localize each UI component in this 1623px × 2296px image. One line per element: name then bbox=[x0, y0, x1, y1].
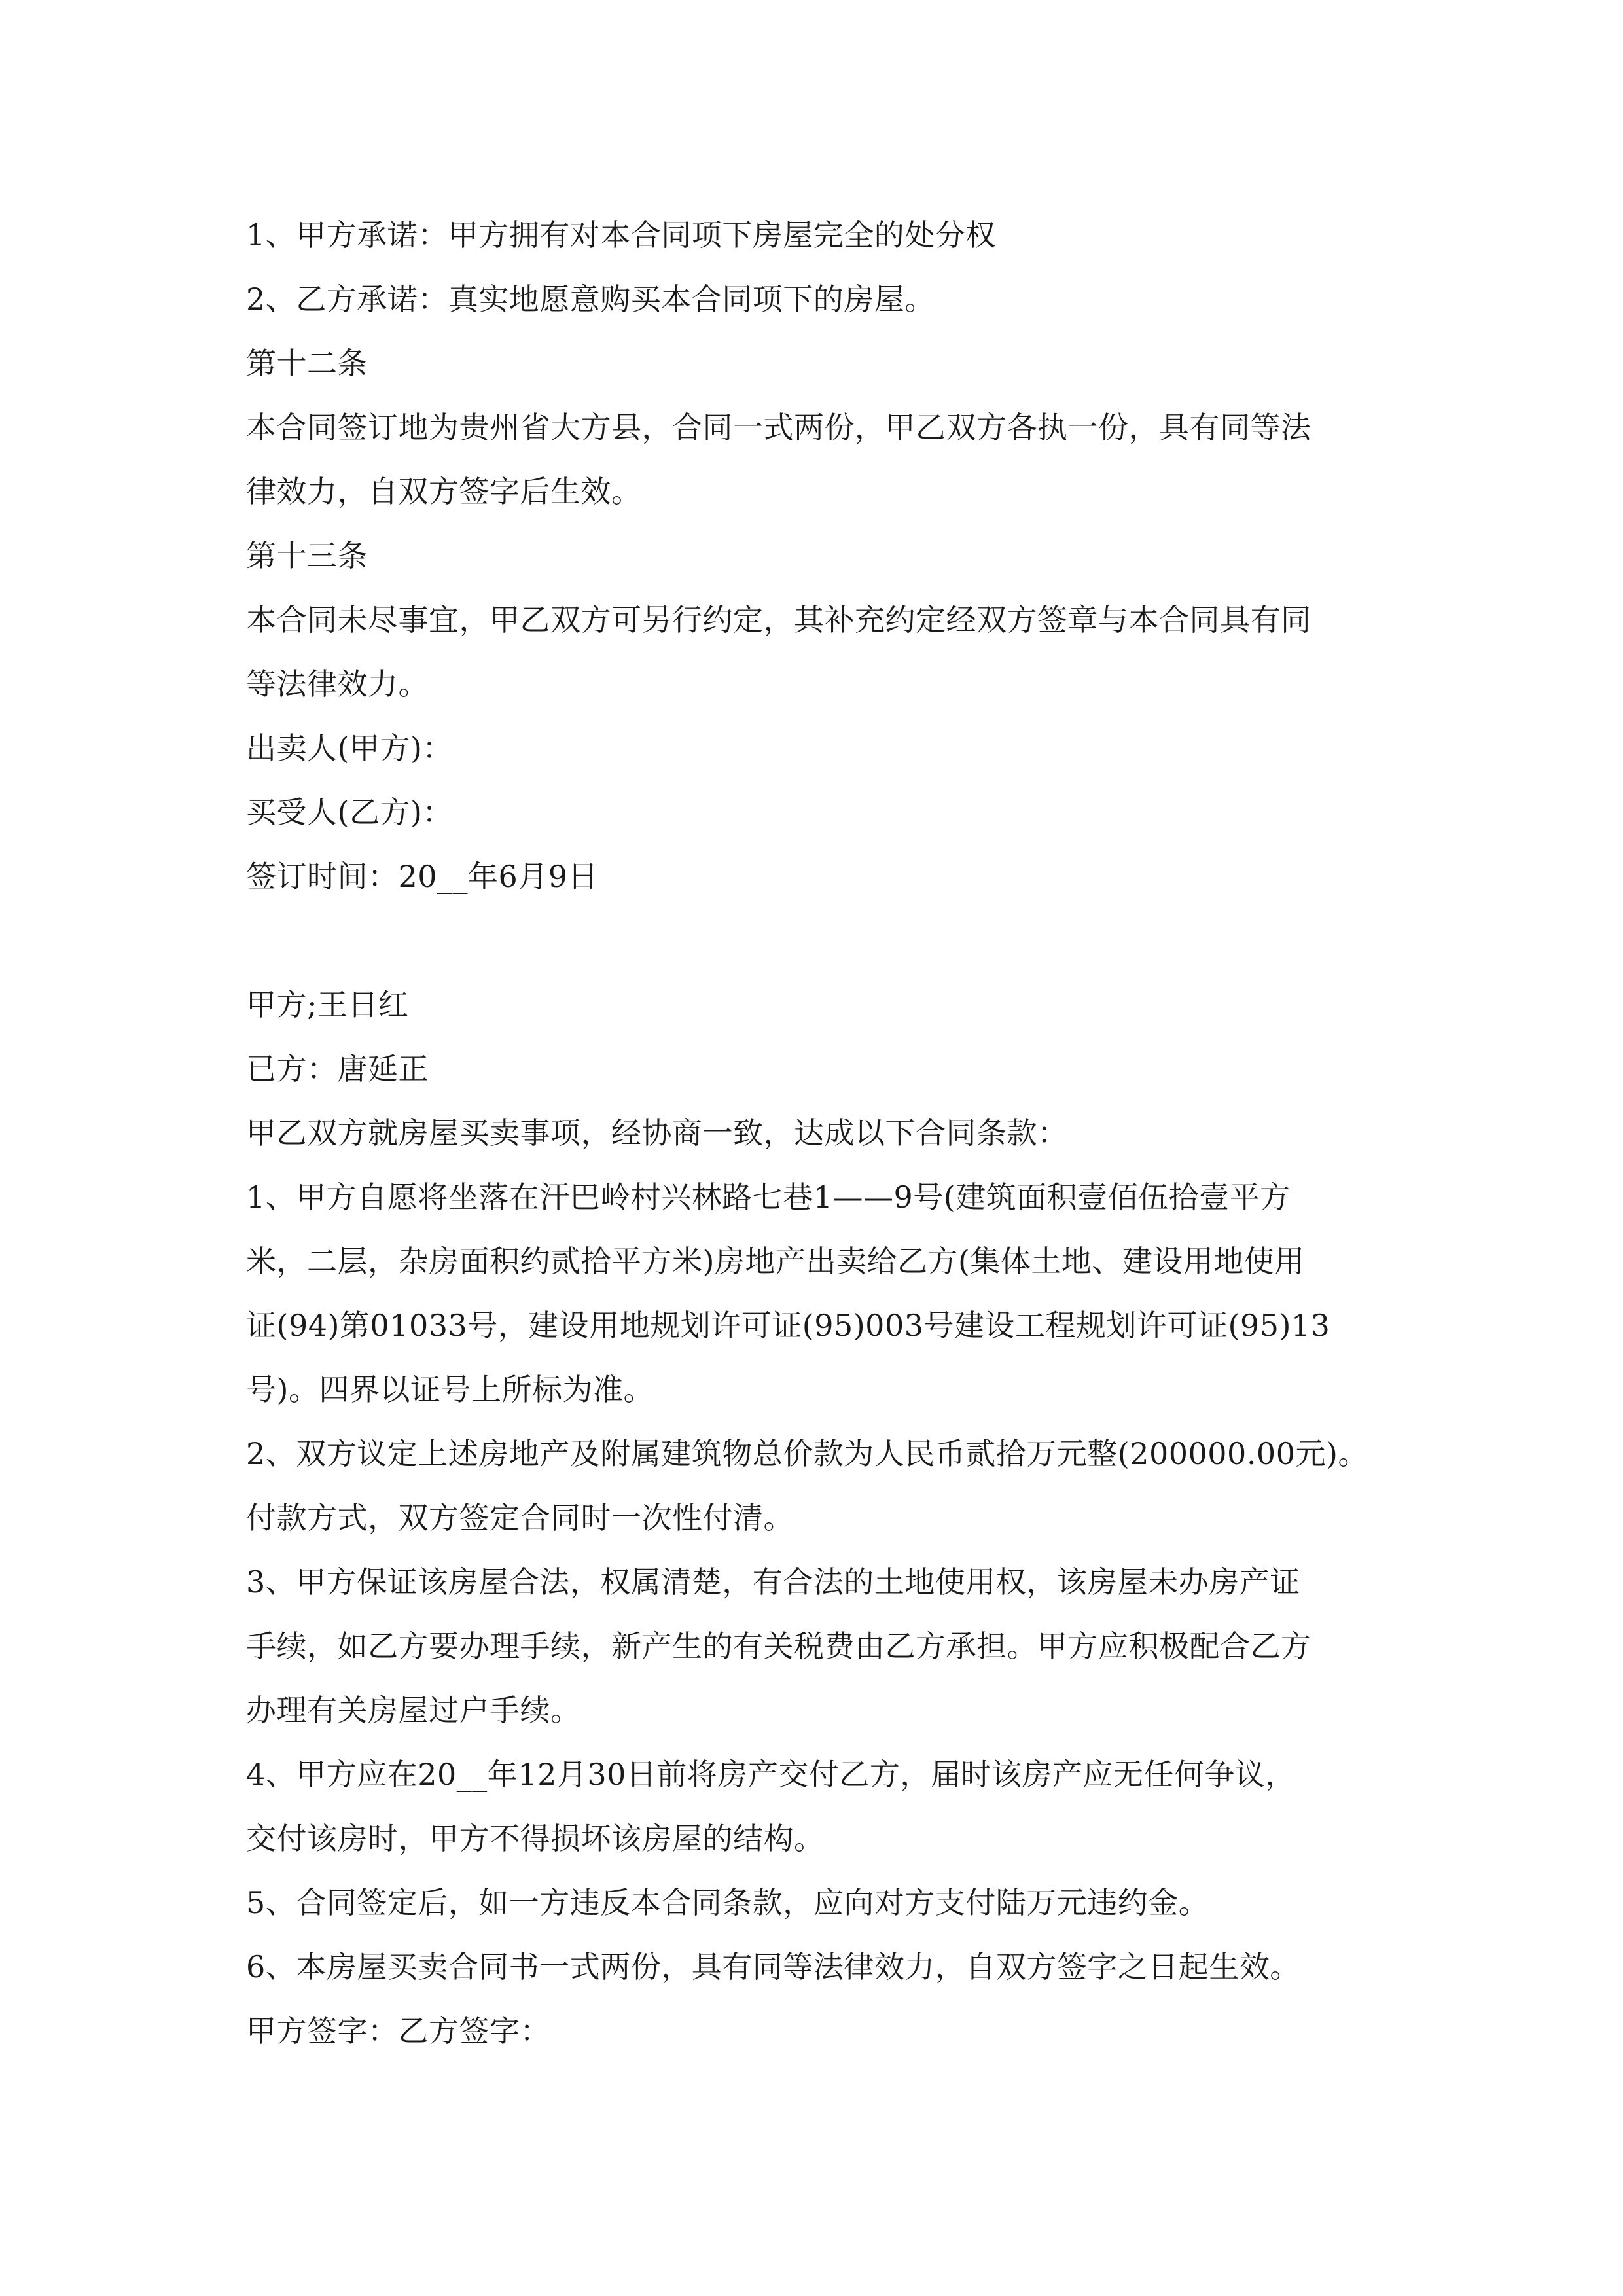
term-1-line-2: 米，二层，杂房面积约贰拾平方米)房地产出卖给乙方(集体土地、建设用地使用 bbox=[246, 1244, 1305, 1279]
buyer-signature-label: 买受人(乙方)： bbox=[246, 795, 453, 830]
clause-12-text-line-1: 本合同签订地为贵州省大方县，合同一式两份，甲乙双方各执一份，具有同等法 bbox=[246, 410, 1311, 445]
clause-12-heading: 第十二条 bbox=[246, 346, 368, 381]
signature-labels: 甲方签字：乙方签字： bbox=[246, 2013, 550, 2049]
seller-signature-label: 出卖人(甲方)： bbox=[246, 730, 453, 766]
term-4-line-2: 交付该房时，甲方不得损坏该房屋的结构。 bbox=[246, 1821, 825, 1856]
term-2-line-1: 2、双方议定上述房地产及附属建筑物总价款为人民币贰拾万元整(200000.00元)。 bbox=[246, 1436, 1368, 1471]
term-1-line-3: 证(94)第01033号，建设用地规划许可证(95)003号建设工程规划许可证(95)13 bbox=[246, 1308, 1330, 1343]
term-1-line-1: 1、甲方自愿将坐落在汗巴岭村兴林路七巷1——9号(建筑面积壹佰伍拾壹平方 bbox=[246, 1179, 1291, 1215]
document-page bbox=[246, 203, 1391, 2063]
term-3-line-2: 手续，如乙方要办理手续，新产生的有关税费由乙方承担。甲方应积极配合乙方 bbox=[246, 1628, 1311, 1664]
signing-date: 签订时间：20__年6月9日 bbox=[246, 859, 599, 894]
term-4-line-1: 4、甲方应在20__年12月30日前将房产交付乙方，届时该房产应无任何争议， bbox=[246, 1757, 1296, 1792]
clause-11-item-2: 2、乙方承诺：真实地愿意购买本合同项下的房屋。 bbox=[246, 281, 935, 317]
clause-13-text-line-2: 等法律效力。 bbox=[246, 666, 429, 702]
party-b-name: 已方：唐延正 bbox=[246, 1051, 429, 1086]
clause-13-heading: 第十三条 bbox=[246, 538, 368, 573]
term-1-line-4: 号)。四界以证号上所标为准。 bbox=[246, 1372, 654, 1407]
term-6: 6、本房屋买卖合同书一式两份，具有同等法律效力，自双方签字之日起生效。 bbox=[246, 1949, 1300, 1984]
term-5: 5、合同签定后，如一方违反本合同条款，应向对方支付陆万元违约金。 bbox=[246, 1885, 1209, 1920]
contract-intro: 甲乙双方就房屋买卖事项，经协商一致，达成以下合同条款： bbox=[246, 1115, 1068, 1151]
term-3-line-1: 3、甲方保证该房屋合法，权属清楚，有合法的土地使用权，该房屋未办房产证 bbox=[246, 1564, 1300, 1600]
section-gap bbox=[246, 908, 1391, 973]
party-a-name: 甲方;王日红 bbox=[246, 987, 409, 1022]
term-3-line-3: 办理有关房屋过户手续。 bbox=[246, 1693, 581, 1728]
clause-13-text-line-1: 本合同未尽事宜，甲乙双方可另行约定，其补充约定经双方签章与本合同具有同 bbox=[246, 602, 1311, 637]
term-2-line-2: 付款方式，双方签定合同时一次性付清。 bbox=[246, 1500, 794, 1535]
clause-11-item-1: 1、甲方承诺：甲方拥有对本合同项下房屋完全的处分权 bbox=[246, 217, 996, 253]
clause-12-text-line-2: 律效力，自双方签字后生效。 bbox=[246, 474, 642, 509]
